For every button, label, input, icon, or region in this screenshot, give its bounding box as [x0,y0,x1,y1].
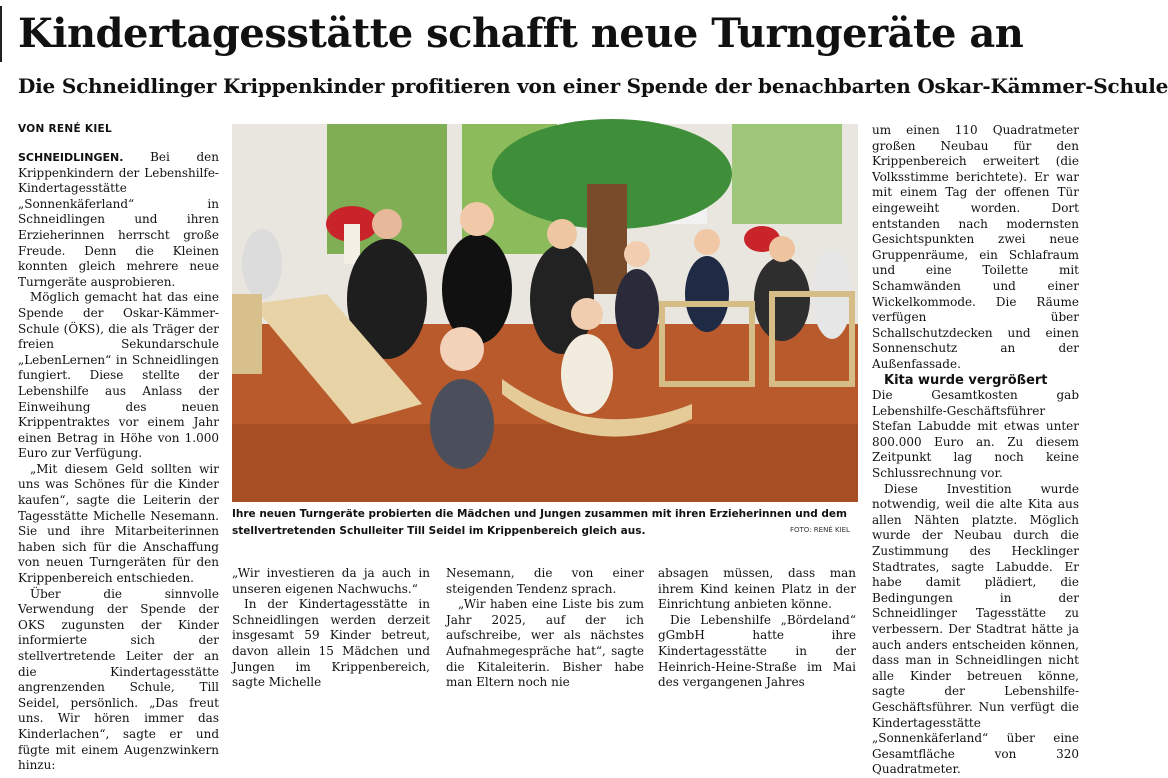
article-column-1 [18,150,219,773]
paragraph: „Wir investieren da ja auch in unseren eigenen Nachwuchs.“ [232,566,430,596]
subheadline: Die Schneidlinger Krippenkinder profitieren von einer Spende der benachbarten Oskar-Kämmer-Schule [18,74,1168,98]
paragraph: Über die sinnvolle Verwendung der Spende der OKS zugunsten der Kinder informierte sich der stellvertretende Leiter der an die Kindertagesstätte angrenzenden Schule, Till Seidel, persönlich. „Das freut uns. Wir hören immer das Kinderlachen“, sagte er und fügte mit einem Augenzwinkern hinzu: [18,586,219,773]
paragraph: Diese Investition wurde notwendig, weil die alte Kita aus allen Nähten platzte. Möglich wurde der Neubau durch die Zustimmung des Hecklinger Stadtrates, sagte Labudde. Er habe damit plädiert, die Bedingungen in der Schneidlinger Tagesstätte zu verbessern. Der Stadtrat hätte ja auch anders entscheiden können, dass man in Schneidlingen nicht alle Kinder betreuen könne, sagte der Lebenshilfe-Geschäftsführer. Nun verfügt die Kindertagesstätte „Sonnenkäferland“ über eine Gesamtfläche von 320 Quadratmeter. [872,481,1079,777]
paragraph: In der Kindertagesstätte in Schneidlingen werden derzeit insgesamt 59 Kinder betreut, davon allein 15 Mädchen und Jungen im Krippenbereich, sagte Michelle [232,597,430,690]
paragraph: absagen müssen, dass man ihrem Kind keinen Platz in der Einrichtung anbieten könne. [658,566,856,612]
article-column-4 [658,566,856,690]
byline: VON RENÉ KIEL [18,123,112,135]
article-photo [232,124,858,502]
paragraph: Die Gesamtkosten gab Lebenshilfe-Geschäftsführer Stefan Labudde mit etwas unter 800.000 Euro an. Zu diesem Zeitpunkt lag noch keine Schlussrechnung vor. [872,388,1079,481]
paragraph: „Mit diesem Geld sollten wir uns was Schönes für die Kinder kaufen“, sagte die Leiterin der Tagesstätte Michelle Nesemann. Sie und ihre Mitarbeiterinnen haben sich für die Anschaffung von neuen Turngeräten für den Krippenbereich entschieden. [18,461,219,586]
paragraph: Möglich gemacht hat das eine Spende der Oskar-Kämmer-Schule (ÖKS), die als Träger der freien Sekundarschule „LebenLernen“ in Schneidlingen fungiert. Diese stellte der Lebenshilfe aus Anlass der Einweihung des neuen Krippentraktes vor einem Jahr einen Betrag in Höhe von 1.000 Euro zur Verfügung. [18,290,219,461]
paragraph [18,150,219,290]
article-column-5 [872,123,1079,777]
headline-rule [0,6,2,62]
section-subheading: Kita wurde vergrößert [884,372,1048,388]
photo-credit: FOTO: RENÉ KIEL [790,526,850,534]
article-column-3 [446,566,644,690]
dateline: SCHNEIDLINGEN. [18,151,124,164]
headline: Kindertagesstätte schafft neue Turngeräte an [18,10,1024,57]
paragraph-text: Bei den Krippenkindern der Lebenshilfe-Kindertagesstätte „Sonnenkäferland“ in Schneidlingen und ihren Erzieherinnen herrscht große Freude. Denn die Kleinen konnten gleich mehrere neue Turngeräte ausprobieren. [18,150,219,289]
paragraph: Nesemann, die von einer steigenden Tendenz sprach. [446,566,644,596]
paragraph: „Wir haben eine Liste bis zum Jahr 2025, auf der ich aufschreibe, wer als nächstes Aufnahmegespräche hat“, sagte die Kitaleiterin. Bisher habe man Eltern noch nie [446,597,644,690]
photo-caption: Ihre neuen Turngeräte probierten die Mädchen und Jungen zusammen mit ihren Erzieherinnen und dem stellvertretenden Schulleiter Till Seidel im Krippenbereich gleich aus. [232,508,847,537]
paragraph: Die Lebenshilfe „Bördeland“ gGmbH hatte ihre Kindertagesstätte in der Heinrich-Heine-Straße im Mai des vergangenen Jahres [658,612,856,690]
paragraph: um einen 110 Quadratmeter großen Neubau für den Krippenbereich erweitert (die Volksstimme berichtete). Er war mit einem Tag der offenen Tür eingeweiht worden. Dort entstanden nach modernsten Gesichtspunkten zwei neue Gruppenräume, ein Schlafraum und eine Toilette mit Schamwänden und einer Wickelkommode. Die Räume verfügen über Schallschutzdecken und einen Sonnenschutz an der Außenfassade. [872,123,1079,371]
article-column-2 [232,566,430,690]
